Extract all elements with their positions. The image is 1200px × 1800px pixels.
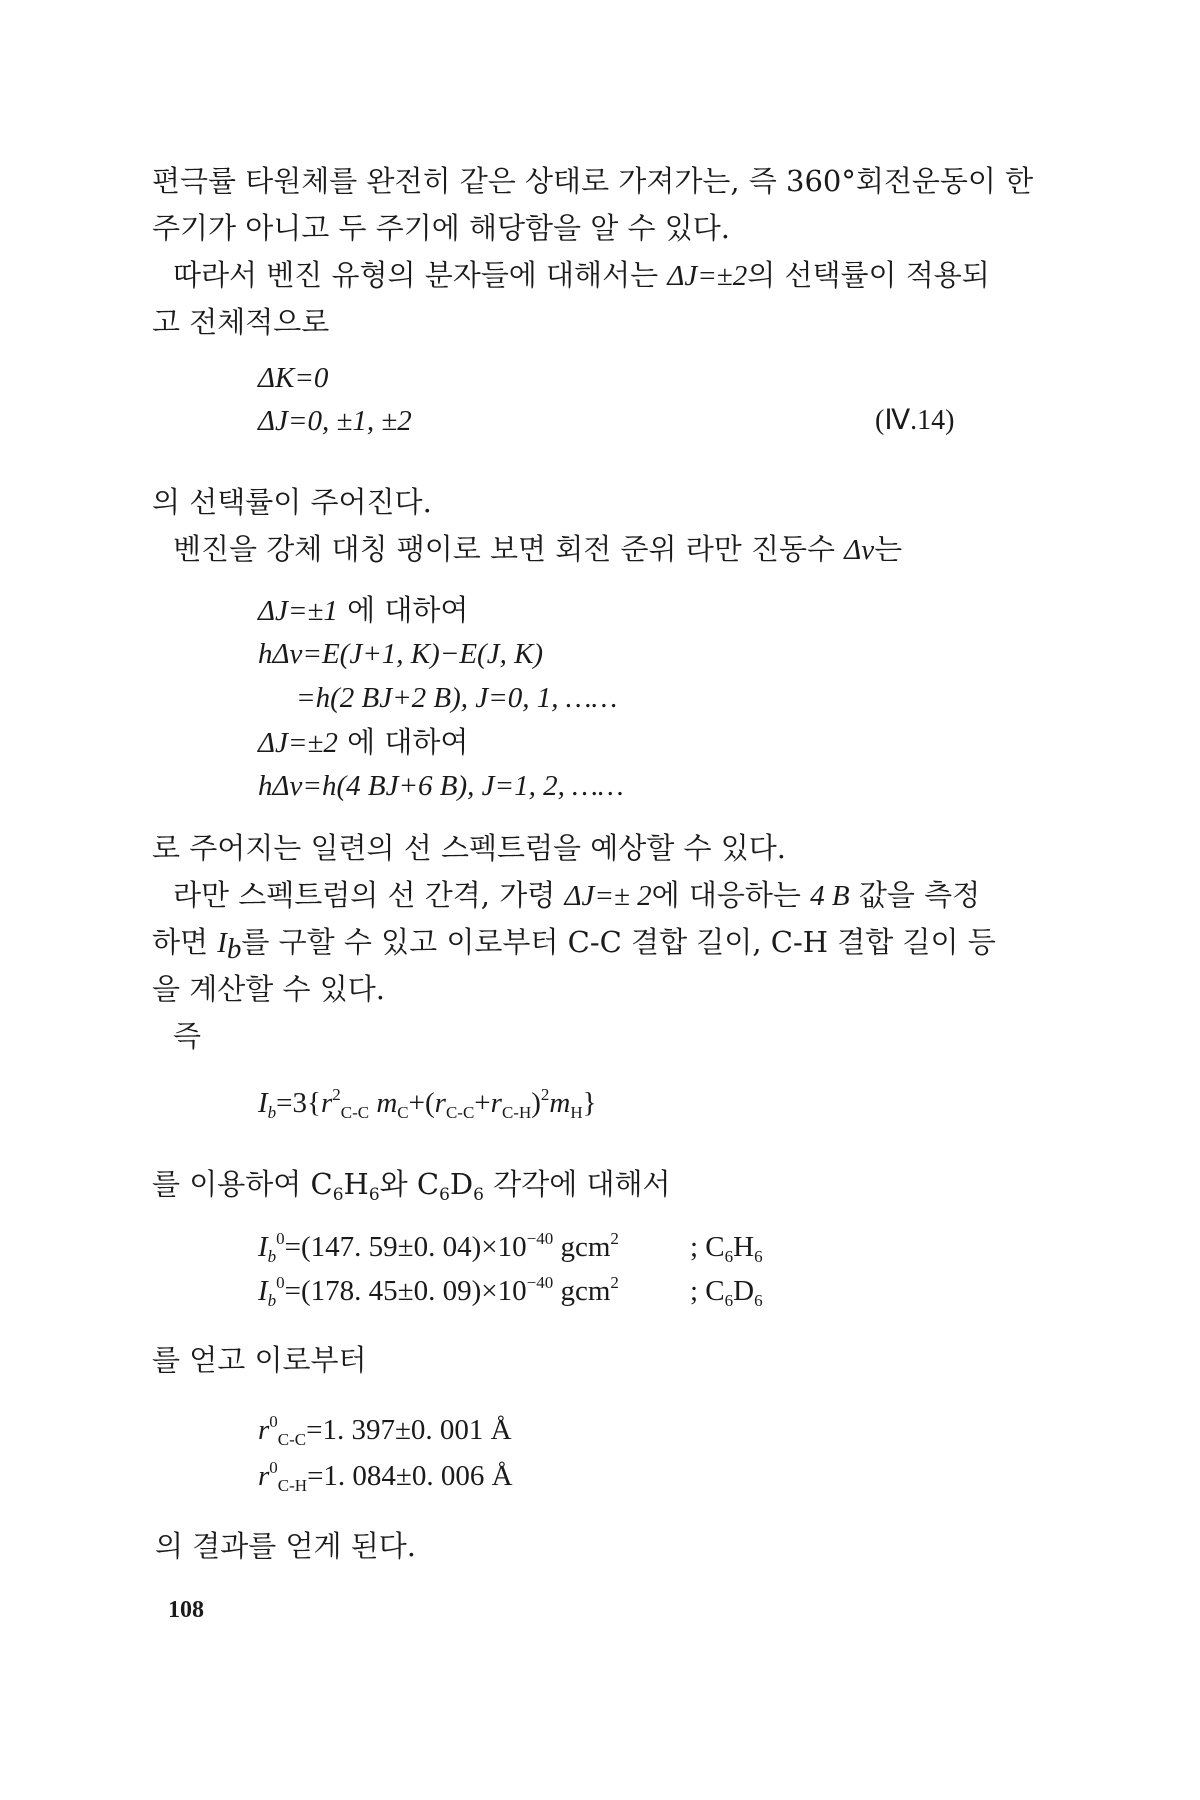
equation-line: hΔν=E(J+1, K)−E(J, K) — [258, 638, 544, 670]
equation-line — [258, 1229, 619, 1265]
math-symbol: ) — [531, 1087, 541, 1119]
text-span: 는 — [874, 532, 903, 566]
superscript: 2 — [540, 1085, 550, 1104]
text-span: 에 대응하는 — [651, 878, 811, 912]
equation-line: ΔJ=0, ±1, ±2 — [258, 405, 412, 437]
subscript: 6 — [724, 1291, 734, 1310]
equation-line — [258, 724, 468, 761]
math-symbol: +( — [408, 1087, 435, 1119]
superscript: 2 — [332, 1085, 341, 1104]
equation-line — [258, 1085, 597, 1121]
math-symbol: =1. 397±0. 001 Å — [306, 1414, 512, 1446]
equation-line — [258, 1273, 619, 1309]
subscript: 6 — [754, 1291, 763, 1310]
math-symbol: H — [733, 1231, 755, 1263]
paragraph-line: 를 얻고 이로부터 — [152, 1343, 367, 1377]
subscript: 6 — [754, 1247, 763, 1266]
subscript: H — [570, 1103, 583, 1122]
subscript: 6 — [332, 1185, 344, 1205]
paragraph-line: 의 결과를 얻게 된다. — [155, 1529, 416, 1563]
equation-line: hΔν=h(4 BJ+6 B), J=1, 2, …… — [258, 770, 624, 802]
paragraph-line: 고 전체적으로 — [152, 305, 330, 339]
superscript: 0 — [269, 1458, 278, 1477]
subscript: C-H — [277, 1476, 308, 1495]
superscript: −40 — [526, 1273, 554, 1292]
math-expression: ΔJ=±2 — [667, 260, 748, 292]
text-span: D — [449, 1167, 474, 1201]
equation-line — [258, 1458, 513, 1494]
text-span: 와 C — [379, 1167, 440, 1201]
equation-line — [258, 592, 468, 629]
math-symbol: I — [258, 1275, 268, 1307]
math-symbol: D — [733, 1275, 755, 1307]
paragraph-line: 을 계산할 수 있다. — [152, 972, 385, 1006]
subscript: C-C — [445, 1103, 475, 1122]
subscript: C-C — [340, 1103, 370, 1122]
equation-annotation — [690, 1229, 763, 1265]
text-span: 의 선택률이 적용되 — [747, 258, 990, 292]
math-symbol: =1. 084±0. 006 Å — [307, 1460, 513, 1492]
paragraph-line — [152, 1166, 671, 1205]
paragraph-line: 편극률 타원체를 완전히 같은 상태로 가져가는, 즉 360°회전운동이 한 — [152, 164, 1034, 198]
math-symbol: ; C — [690, 1231, 725, 1263]
math-symbol: m — [549, 1087, 571, 1119]
math-expression: ΔJ=±2 — [258, 727, 338, 759]
paragraph-line — [152, 924, 996, 965]
math-symbol: r — [258, 1460, 270, 1492]
math-symbol: ; C — [690, 1275, 725, 1307]
text-span: 에 대하여 — [347, 593, 469, 627]
superscript: 2 — [610, 1229, 619, 1248]
math-symbol: } — [582, 1087, 597, 1119]
superscript: 0 — [269, 1412, 278, 1431]
math-symbol: I — [258, 1087, 268, 1119]
subscript: b — [267, 1247, 277, 1266]
math-expression: ΔJ=±1 — [258, 595, 338, 627]
text-span: 값을 측정 — [849, 878, 981, 912]
subscript: b — [267, 1103, 277, 1122]
math-expression: I — [217, 927, 227, 959]
math-symbol: + — [474, 1087, 491, 1119]
text-span: 를 이용하여 C — [152, 1167, 333, 1201]
equation-line: =h(2 BJ+2 B), J=0, 1, …… — [296, 682, 618, 714]
math-expression: ΔJ=± 2 — [564, 880, 652, 912]
math-expression: Δν — [844, 534, 875, 566]
math-symbol: I — [258, 1231, 268, 1263]
text-span: 를 구할 수 있고 이로부터 C-C 결합 길이, C-H 결합 길이 등 — [241, 925, 996, 959]
subscript: b — [226, 933, 242, 965]
math-symbol: =3{ — [276, 1087, 321, 1119]
text-span: 따라서 벤진 유형의 분자들에 대해서는 — [173, 258, 668, 292]
subscript: C-C — [277, 1430, 307, 1449]
text-span: 벤진을 강체 대칭 팽이로 보면 회전 준위 라만 진동수 — [173, 532, 845, 566]
subscript: C — [397, 1103, 409, 1122]
text-span: 에 대하여 — [347, 725, 469, 759]
text-span: 각각에 대해서 — [484, 1167, 671, 1201]
paragraph-line: 로 주어지는 일련의 선 스펙트럼을 예상할 수 있다. — [152, 831, 787, 865]
equation-number: (Ⅳ.14) — [875, 405, 955, 436]
equation-annotation — [690, 1273, 763, 1309]
subscript: 6 — [473, 1185, 484, 1205]
superscript: −40 — [526, 1229, 554, 1248]
math-symbol: =(178. 45±0. 09)×10 — [284, 1275, 527, 1307]
math-symbol: r — [320, 1087, 333, 1119]
text-span: H — [343, 1167, 369, 1201]
equation-line — [258, 1412, 512, 1448]
math-symbol: r — [490, 1087, 502, 1119]
superscript: 0 — [276, 1229, 285, 1248]
paragraph-line: 즉 — [173, 1019, 202, 1053]
math-symbol: gcm — [553, 1231, 611, 1263]
subscript: 6 — [724, 1247, 734, 1266]
page-number: 108 — [168, 1597, 204, 1623]
paragraph-line — [173, 877, 980, 914]
text-span: 하면 — [152, 925, 218, 959]
math-symbol: gcm — [553, 1275, 611, 1307]
subscript: b — [267, 1291, 277, 1310]
paragraph-line: 주기가 아니고 두 주기에 해당함을 알 수 있다. — [152, 211, 730, 245]
math-symbol: =(147. 59±0. 04)×10 — [284, 1231, 527, 1263]
math-symbol: r — [434, 1087, 446, 1119]
math-symbol: r — [258, 1414, 270, 1446]
equation-line: ΔK=0 — [258, 362, 329, 394]
subscript: 6 — [368, 1185, 380, 1205]
superscript: 2 — [610, 1273, 619, 1292]
paragraph-line — [173, 531, 902, 568]
text-span: 라만 스펙트럼의 선 간격, 가령 — [173, 878, 565, 912]
subscript: C-H — [501, 1103, 532, 1122]
math-symbol: m — [369, 1087, 398, 1119]
paragraph-line: 의 선택률이 주어진다. — [152, 485, 432, 519]
math-expression: 4 B — [810, 880, 850, 912]
paragraph-line — [173, 257, 990, 294]
superscript: 0 — [276, 1273, 285, 1292]
subscript: 6 — [439, 1185, 450, 1205]
